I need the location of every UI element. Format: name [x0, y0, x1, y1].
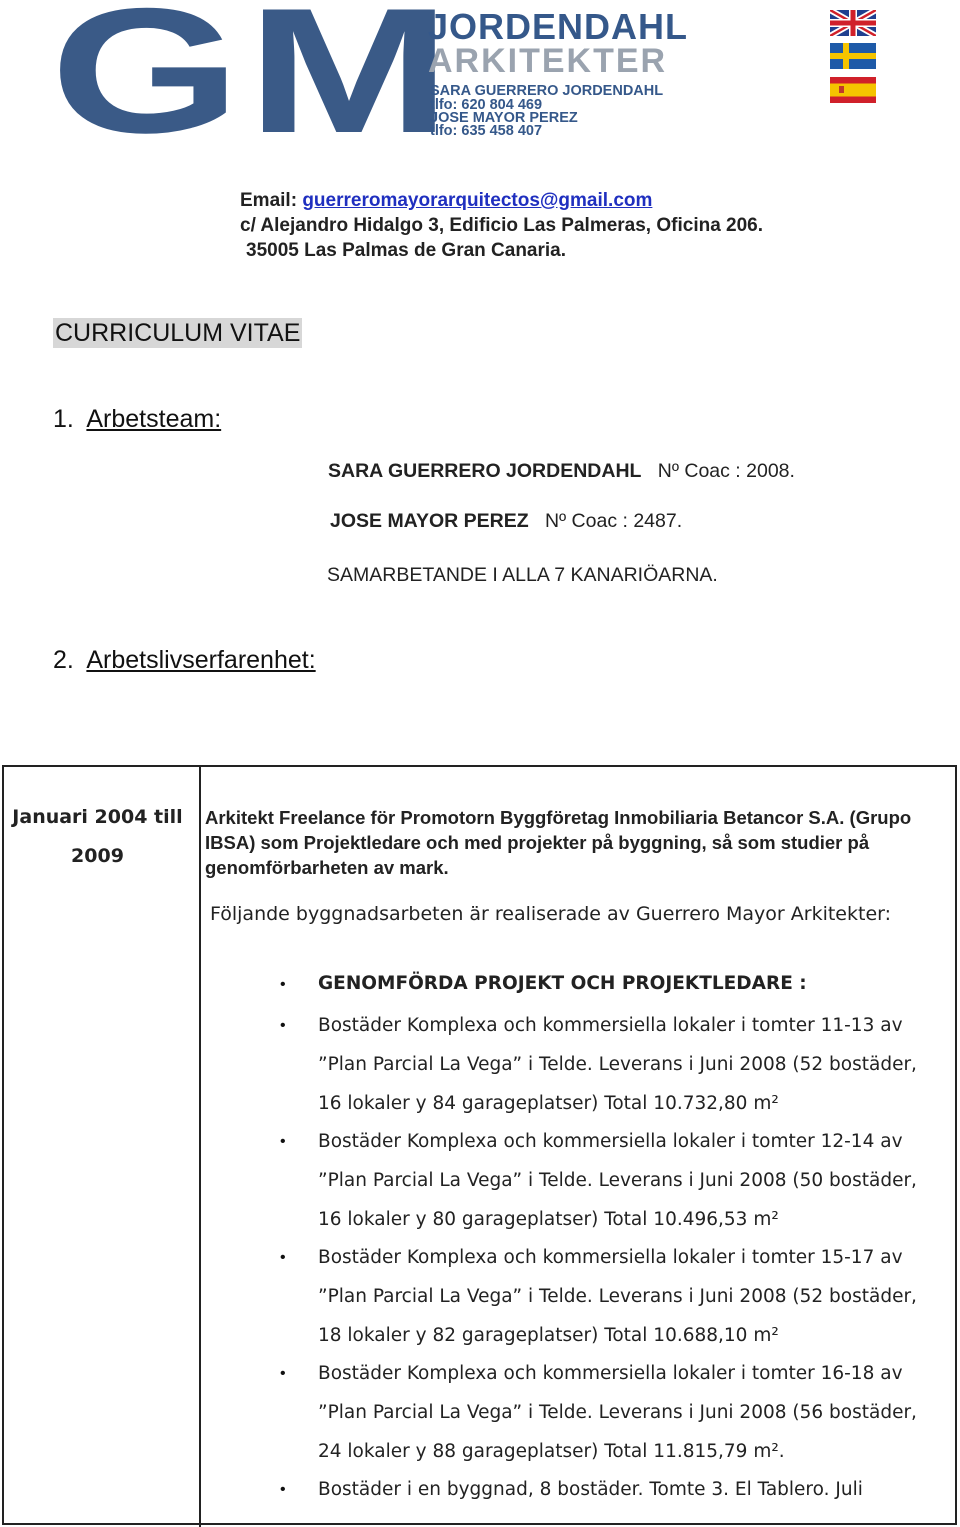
- experience-description: Arkitekt Freelance för Promotorn Byggföretag Inmobiliaria Betancor S.A. (Grupo IBSA) som Projektledare och med projekter på byggning, så som studier på genomförbarheten av mark.: [205, 807, 912, 878]
- logo-line-2: tlfo: 620 804 469: [430, 97, 543, 113]
- experience-intro: Följande byggnadsarbeten är realiserade av Guerrero Mayor Arkitekter:: [210, 903, 892, 925]
- email-link[interactable]: guerreromayorarquitectos@gmail.com: [302, 190, 653, 211]
- bullet-icon: •: [280, 1249, 286, 1266]
- team-member-2-name: JOSE MAYOR PEREZ: [330, 510, 529, 532]
- email-line: [240, 190, 652, 212]
- sweden-flag-icon[interactable]: [830, 43, 876, 69]
- team-member-1-coac: Nº Coac : 2008.: [657, 460, 795, 482]
- experience-date-line-1: Januari 2004 till: [12, 806, 183, 828]
- bullet-item-2: Bostäder Komplexa och kommersiella lokaler i tomter 11-13 av ”Plan Parcial La Vega” i Telde. Leverans i Juni 2008 (52 bostäder, 16 lokaler y 84 garageplatser) Total 10.732,80 m²: [318, 1015, 917, 1114]
- cv-title: CURRICULUM VITAE: [55, 319, 301, 347]
- table-column-divider: [199, 767, 201, 1527]
- team-note: SAMARBETANDE I ALLA 7 KANARIÖARNA.: [327, 564, 718, 586]
- bullet-item-5: Bostäder Komplexa och kommersiella lokaler i tomter 16-18 av ”Plan Parcial La Vega” i Telde. Leverans i Juni 2008 (56 bostäder, 24 lokaler y 88 garageplatser) Total 11.815,79 m².: [318, 1363, 917, 1462]
- logo-line-3: JOSE MAYOR PEREZ: [430, 110, 578, 126]
- spain-flag-icon[interactable]: [830, 77, 876, 103]
- bullet-item-6: Bostäder i en byggnad, 8 bostäder. Tomte 3. El Tablero. Juli: [318, 1479, 863, 1500]
- bullet-icon: •: [280, 1481, 286, 1498]
- section-2-title: Arbetslivserfarenhet:: [86, 646, 316, 674]
- logo-line-1: SARA GUERRERO JORDENDAHL: [430, 83, 664, 99]
- section-2-number: 2.: [53, 646, 74, 674]
- logo-line-4: tlfo: 635 458 407: [430, 123, 543, 139]
- logo-name-line1: JORDENDAHL: [428, 6, 689, 47]
- section-1-number: 1.: [53, 405, 74, 433]
- experience-date-line-2: 2009: [71, 845, 124, 867]
- bullet-item-3: Bostäder Komplexa och kommersiella lokaler i tomter 12-14 av ”Plan Parcial La Vega” i Telde. Leverans i Juni 2008 (50 bostäder, 16 lokaler y 80 garageplatser) Total 10.496,53 m²: [318, 1131, 917, 1230]
- bullet-icon: •: [280, 1017, 286, 1034]
- bullet-icon: •: [280, 1365, 286, 1382]
- section-1-heading: [53, 405, 221, 434]
- logo-name-line2: ARKITEKTER: [428, 42, 668, 80]
- address-line-2: 35005 Las Palmas de Gran Canaria.: [246, 240, 567, 261]
- team-member-1-name: SARA GUERRERO JORDENDAHL: [328, 460, 642, 482]
- bullet-item-4: Bostäder Komplexa och kommersiella lokaler i tomter 15-17 av ”Plan Parcial La Vega” i Telde. Leverans i Juni 2008 (52 bostäder, 18 lokaler y 82 garageplatser) Total 10.688,10 m²: [318, 1247, 917, 1346]
- bullet-icon: •: [280, 1133, 286, 1150]
- uk-flag-icon[interactable]: [830, 10, 876, 36]
- address-line-1: c/ Alejandro Hidalgo 3, Edificio Las Palmeras, Oficina 206.: [240, 215, 764, 236]
- bullet-item-1: GENOMFÖRDA PROJEKT OCH PROJEKTLEDARE :: [318, 973, 807, 994]
- team-member-2-coac: Nº Coac : 2487.: [544, 510, 683, 532]
- bullet-icon: •: [280, 976, 286, 993]
- section-2-heading: [53, 646, 316, 675]
- email-label: Email:: [240, 190, 298, 211]
- team-member-2: [330, 510, 682, 533]
- team-member-1: [328, 460, 795, 483]
- section-1-title: Arbetsteam:: [86, 405, 222, 433]
- logo-monogram: GM: [50, 0, 457, 170]
